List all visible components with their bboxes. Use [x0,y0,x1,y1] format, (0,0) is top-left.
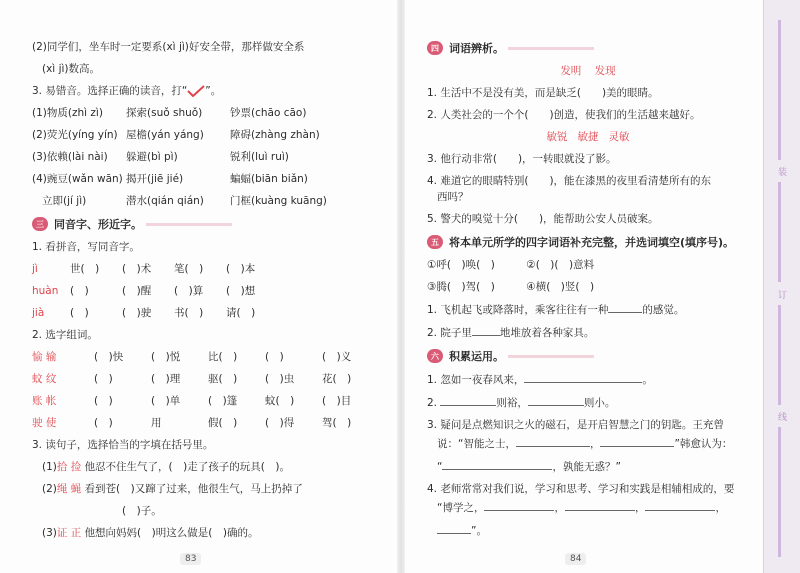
q3-option[interactable]: 锐利(luì ruì) [230,151,289,163]
r-q2[interactable]: 2. 人类社会的一个个( )创造，使我们的生活越来越好。 [427,109,701,121]
r6-q1-end: 。 [642,374,653,386]
item-text[interactable]: 他忍不住生气了，( )走了孩子的玩具( )。 [84,461,290,473]
r-q3[interactable]: 3. 他行动非常( )，一转眼就没了影。 [427,153,617,165]
edge-line [778,305,781,405]
q2-line-1: (2)同学们，坐车时一定要系(xì jì)好安全带，那样做安全系 [32,41,305,53]
q3-row [32,106,380,120]
blank-cell[interactable]: 花( ) [322,373,352,385]
binding-edge [763,0,800,573]
r6-q4-end: ”。 [471,525,487,537]
section-3-label: 同音字、形近字。 [54,218,142,231]
q3-title-end: ”。 [205,85,222,97]
blank-cell[interactable]: ( )快 [94,351,124,363]
title-decoration [508,355,594,358]
section-4-title [427,40,749,56]
word-row [32,394,380,408]
item-text[interactable]: 看到苍( )又蹿了过来，他很生气，马上扔掉了 [84,483,303,495]
book-gutter [397,0,405,573]
char-pair: 账 帐 [32,395,57,407]
word-row [32,416,380,430]
section-5-label: 将本单元所学的四字词语补充完整，并选词填空(填序号)。 [449,236,735,249]
word-choice: 发明 [560,65,582,77]
section-6-label: 积累运用。 [449,350,504,363]
section-4-label: 词语辨析。 [449,42,504,55]
blank-cell[interactable]: ( )单 [151,395,181,407]
answer-blank[interactable] [528,395,584,406]
blank-cell[interactable]: 笔( ) [174,263,204,275]
item-number: (2) [42,483,57,495]
char-pair: 驶 使 [32,417,57,429]
blank-cell[interactable]: ( ) [70,307,89,319]
r6-q4-text: “博学之， [437,502,485,514]
r6-q1-text: 1. 忽如一夜春风来， [427,374,525,386]
q3-row [32,172,380,186]
r6-q3-text: 说：“智能之士， [437,438,516,450]
edge-line [778,20,781,160]
char-pair: 蚊 纹 [32,373,57,385]
r6-q3-line-2: 说：“智能之士， ， ”韩愈认为： [437,438,733,450]
blank-cell[interactable]: ( ) [94,373,113,385]
page-number: 83 [180,553,201,565]
section-badge: 三 [32,217,48,231]
blank-cell[interactable]: ( ) [265,351,284,363]
section-5-title [427,234,749,250]
pinyin-label: jià [32,307,45,319]
section-6-title [427,348,749,364]
r6-q2-number: 2. [427,397,438,409]
item-number: (3) [42,527,57,539]
fill-row[interactable]: ①呼( )唤( ) ②( )( )意料 [427,259,595,271]
blank-cell[interactable]: 驱( ) [208,373,238,385]
char-pair: 拾 捡 [56,461,82,473]
r6-q4-line-2: “博学之， ， ， ， [437,502,726,514]
q3-option[interactable]: (1)物质(zhì zì) [32,107,103,119]
blank-cell[interactable]: ( ) [94,417,113,429]
word-choice: 敏锐 [546,131,568,143]
q3-option[interactable]: (3)依赖(lài nài) [32,151,108,163]
blank-cell[interactable]: 请( ) [226,307,256,319]
q3-option[interactable]: (2)荧光(yíng yín) [32,129,118,141]
word-choice: 灵敏 [608,131,630,143]
char-pair: 证 正 [56,527,82,539]
section-badge: 四 [427,41,443,55]
s3-q1: 1. 看拼音，写同音字。 [32,241,140,253]
page-number: 84 [565,553,586,565]
checkmark-icon [187,85,205,97]
q3-option[interactable]: (4)豌豆(wǎn wān) [32,173,123,185]
pinyin-label: jì [32,263,38,275]
q3-row [32,128,380,142]
r6-q3-line-1: 3. 疑问是点燃知识之火的磁石，是开启智慧之门的钥匙。王充曾 [427,419,724,431]
r6-q1 [427,372,749,387]
q3-option[interactable]: 钞票(chāo cāo) [230,107,307,119]
answer-blank[interactable] [600,436,674,447]
word-choice: 发现 [594,65,616,77]
q3-option[interactable]: 潜水(qián qián) [126,195,204,207]
fill-row[interactable]: ③腾( )驾( ) ④横( )竖( ) [427,281,595,293]
blank-cell[interactable]: ( ) [70,285,89,297]
blank-cell[interactable]: ( )虫 [265,373,295,385]
word-choice: 敏捷 [577,131,599,143]
r-q1[interactable]: 1. 生活中不是没有美，而是缺乏( )美的眼睛。 [427,87,659,99]
r6-q4-line-1: 4. 老师常常对我们说，学习和思考、学习和实践是相辅相成的，要 [427,483,735,495]
s3-q3-item [32,526,380,540]
blank-cell[interactable]: ( ) [94,395,113,407]
blank-cell[interactable]: ( )想 [226,285,256,297]
answer-blank[interactable] [440,395,496,406]
q3-title-text: 3. 易错音。选择正确的读音，打“ [32,85,188,97]
blank-cell[interactable]: 比( ) [208,351,238,363]
q2-line-2: (xì jì)数高。 [42,63,100,75]
pinyin-row [32,284,380,298]
r5-q2 [427,325,749,340]
blank-cell[interactable]: ( )得 [265,417,295,429]
title-decoration [508,47,594,50]
edge-tab: 线 [777,413,787,423]
char-pair: 愉 输 [32,351,57,363]
word-row [32,372,380,386]
blank-cell[interactable]: 书( ) [174,307,204,319]
section-badge: 五 [427,235,443,249]
blank-cell[interactable]: ( )驶 [122,307,152,319]
r6-q2 [427,395,749,410]
blank-cell[interactable]: 用 [151,417,162,429]
blank-cell[interactable]: ( )义 [322,351,352,363]
r6-q4-line-3 [427,523,749,538]
blank-cell[interactable]: ( )术 [122,263,152,275]
answer-blank[interactable] [442,459,552,470]
q3-title [32,84,380,98]
right-page [405,0,763,573]
r5-q1 [427,302,749,317]
s3-q3-item [32,504,380,518]
pinyin-row [32,262,380,276]
item-number: (1) [42,461,57,473]
title-decoration [146,223,232,226]
s3-q3-item [32,482,380,496]
blank-cell[interactable]: 驾( ) [322,417,352,429]
word-choices [427,130,749,144]
blank-cell[interactable]: 蚊( ) [265,395,295,407]
r6-q3-end: ，孰能无惑？” [552,461,621,473]
answer-blank[interactable] [645,500,715,511]
blank-cell[interactable]: ( )醒 [122,285,152,297]
blank-cell[interactable]: 假( ) [208,417,238,429]
q3-row [32,194,380,208]
q3-option[interactable]: 蝙蝠(biān biǎn) [230,173,308,185]
blank-cell[interactable]: ( )理 [151,373,181,385]
blank-cell[interactable]: ( )目 [322,395,352,407]
edge-tab: 订 [777,291,787,301]
r-q4-line-2: 西吗？ [437,191,469,203]
word-choices [427,64,749,78]
r6-q3-mid: ”韩愈认为： [674,438,733,450]
s3-q2: 2. 选字组词。 [32,329,98,341]
answer-blank[interactable] [524,372,642,383]
q3-option[interactable]: 立即(jí jì) [32,195,87,207]
item-text[interactable]: ( )子。 [122,505,162,517]
edge-line [778,427,781,557]
s3-q3: 3. 读句子，选择恰当的字填在括号里。 [32,439,214,451]
pinyin-row [32,306,380,320]
left-page [0,0,398,573]
answer-blank[interactable] [484,500,554,511]
q3-option[interactable]: 探索(suǒ shuǒ) [126,107,203,119]
q3-option[interactable]: 躲避(bì pì) [126,151,178,163]
blank-cell[interactable]: ( )悦 [151,351,181,363]
edge-tab: 装 [777,168,787,178]
answer-blank[interactable] [437,523,471,534]
q3-option[interactable]: 障碍(zhàng zhàn) [230,129,320,141]
r5-q1-end: 的感觉。 [642,304,685,316]
r-q4-line-1[interactable]: 4. 难道它的眼睛特别( )，能在漆黑的夜里看清楚所有的东 [427,175,712,187]
answer-blank[interactable] [608,302,642,313]
q3-option[interactable]: 屋檐(yán yáng) [126,129,204,141]
char-pair: 绳 蝇 [56,483,82,495]
word-row [32,350,380,364]
answer-blank[interactable] [516,436,590,447]
r-q5[interactable]: 5. 警犬的嗅觉十分( )，能帮助公安人员破案。 [427,213,659,225]
answer-blank[interactable] [472,325,500,336]
r5-q1-text: 1. 飞机起飞或降落时，乘客往往有一种 [427,304,609,316]
q3-option[interactable]: 门框(kuàng kuāng) [230,195,327,207]
q3-options [32,106,380,208]
r6-q3-open: “ [437,461,443,473]
r5-q2-end: 地堆放着各种家具。 [499,327,595,339]
blank-cell[interactable]: ( )算 [174,285,204,297]
answer-blank[interactable] [565,500,635,511]
r5-q2-text: 2. 院子里 [427,327,472,339]
section-3-title [32,216,380,232]
blank-cell[interactable]: 世( ) [70,263,100,275]
edge-line [778,182,781,282]
r6-q3-line-3 [427,459,749,474]
r6-q2-part: 则裕， [496,397,528,409]
r6-q2-end: 则小。 [583,397,616,409]
blank-cell[interactable]: ( )本 [226,263,256,275]
section-badge: 六 [427,349,443,363]
s3-q3-item [32,460,380,474]
blank-cell[interactable]: ( )篷 [208,395,238,407]
pinyin-label: huàn [32,285,59,297]
q3-option[interactable]: 揭开(jiē jié) [126,173,184,185]
item-text[interactable]: 他想向妈妈( )明这么做是( )确的。 [84,527,259,539]
q3-row [32,150,380,164]
